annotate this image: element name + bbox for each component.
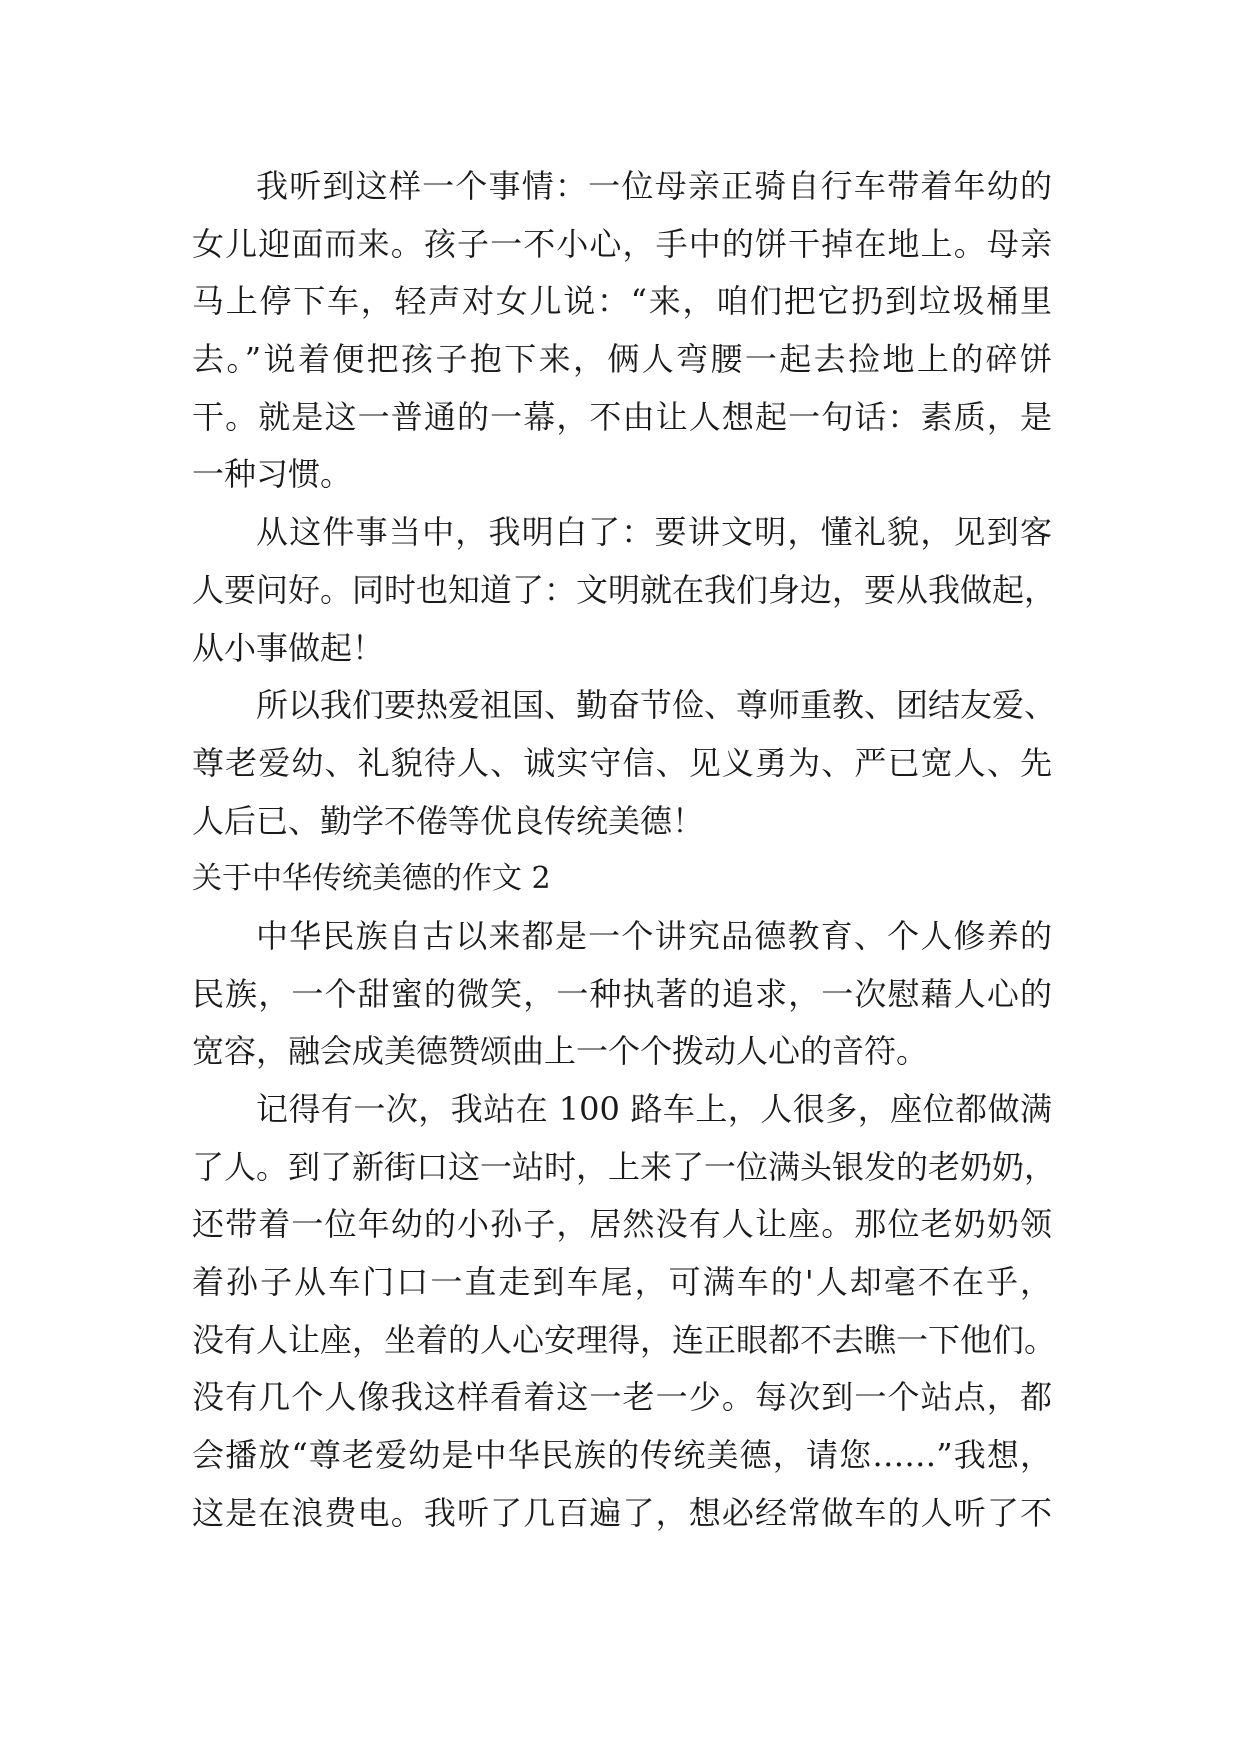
text-line: 从小事做起！ (192, 628, 385, 667)
text-line: 记得有一次，我站在 100 路车上，人很多，座位都做满 (256, 1090, 1052, 1128)
text-line: 所以我们要热爱祖国、勤奋节俭、尊师重教、团结友爱、 (256, 686, 1057, 725)
text-line: 中华民族自古以来都是一个讲究品德教育、个人修养的 (256, 916, 1052, 955)
text-line: 干。就是这一普通的一幕，不由让人想起一句话：素质，是 (192, 397, 1052, 436)
text-line: 没有人让座，坐着的人心安理得，连正眼都不去瞧一下他们。 (192, 1320, 1057, 1359)
paragraph-4 (192, 908, 1052, 1081)
text-line: 民族，一个甜蜜的微笑，一种执著的追求，一次慰藉人心的 (192, 974, 1052, 1013)
text-line: 人要问好。同时也知道了：文明就在我们身边，要从我做起， (192, 570, 1057, 609)
text-line: 着孙子从车门口一直走到车尾，可满车的'人却毫不在乎， (192, 1263, 1052, 1302)
text-line: 会播放“尊老爱幼是中华民族的传统美德，请您……”我想， (192, 1436, 1052, 1475)
text-line: 人后已、勤学不倦等优良传统美德！ (192, 801, 705, 840)
paragraph-3 (192, 677, 1057, 850)
paragraph-5 (192, 1081, 1057, 1543)
text-line: 没有几个人像我这样看着这一老一少。每次到一个站点，都 (192, 1378, 1052, 1417)
text-line: 去。”说着便把孩子抱下来，俩人弯腰一起去捡地上的碎饼 (192, 340, 1052, 379)
text-line: 一种习惯。 (192, 455, 353, 494)
text-line: 了人。到了新街口这一站时，上来了一位满头银发的老奶奶， (192, 1147, 1057, 1186)
text-line: 我听到这样一个事情：一位母亲正骑自行车带着年幼的 (256, 167, 1052, 205)
text-line: 尊老爱幼、礼貌待人、诚实守信、见义勇为、严已宽人、先 (192, 743, 1052, 782)
text-line: 女儿迎面而来。孩子一不小心，手中的饼干掉在地上。母亲 (192, 224, 1052, 263)
paragraph-1 (192, 158, 1052, 504)
text-line: 宽容，融会成美德赞颂曲上一个个拨动人心的音符。 (192, 1032, 929, 1071)
paragraph-2 (192, 504, 1057, 677)
document-page (192, 158, 1057, 1543)
text-line: 这是在浪费电。我听了几百遍了，想必经常做车的人听了不 (192, 1493, 1052, 1532)
text-line: 从这件事当中，我明白了：要讲文明，懂礼貌，见到客 (256, 513, 1052, 552)
section-heading: 关于中华传统美德的作文 2 (192, 861, 551, 897)
text-line: 马上停下车，轻声对女儿说：“来，咱们把它扔到垃圾桶里 (192, 282, 1052, 321)
text-line: 还带着一位年幼的小孙子，居然没有人让座。那位老奶奶领 (192, 1205, 1052, 1244)
